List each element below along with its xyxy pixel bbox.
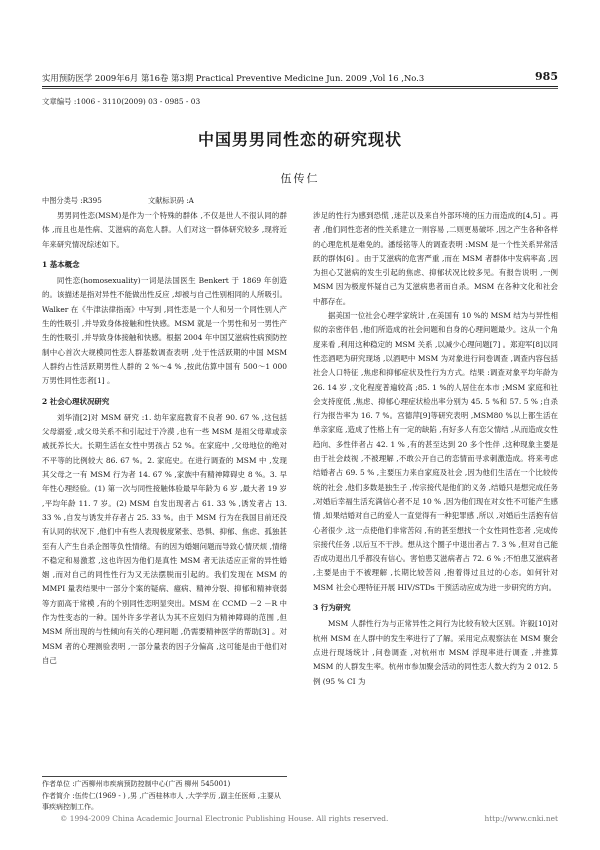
section-heading: 3 行为研究 bbox=[313, 603, 351, 613]
header-rule-thin bbox=[42, 88, 558, 89]
journal-header: 实用预防医学 2009年6月 第16卷 第3期 Practical Preventive Medicine Jun. 2009 ,Vol 16 ,No.3 bbox=[42, 73, 425, 83]
paragraph: 同性恋(homosexuality)一词是法国医生 Benkert 于 1869 年创造的。该描述是指对异性不能做出性反应 ,却被与自己性别相同的人所吸引。Walker 在《牛津法律指南》中写到 ,同性恋是一个人和另一个同性别人产生的性吸引 ,并导致身体接触和性快感。MSM 就是一个男性和另一男性产生的性吸引 ,并导致身体接触和快感。根据 2004 年中国艾滋病性病预防控制中心首次大规模同性恋人群基数调查表明 ,处于性活跃期的中国 MSM 人群约占性活跃期男性人群的 2 %～4 % ,按此估算中国有 500～1 000 万男性同性恋者[1] 。 bbox=[42, 276, 287, 386]
left-column bbox=[42, 209, 287, 668]
author-name: 伍传仁 bbox=[280, 172, 320, 185]
footnote-rule bbox=[42, 776, 287, 777]
footer-url[interactable]: http://www.cnki.net bbox=[484, 814, 558, 823]
footnotes bbox=[42, 779, 287, 814]
paragraph: 据美国一位社会心理学家统计 ,在美国有 10 %的 MSM 结为与异性相似的亲密伴侣 ,他们所造成的社会问题和自身的心理问题最少。这从一个角度来看 ,利用这种稳定的 MSM 关系 ,以减少心理问题[7] 。郑迎军[8]以同性恋酒吧为研究现场 ,以酒吧中 MSM 为对象进行问卷调查 ,调查内容包括社会人口特征 ,焦虑和抑郁症状及性行为方式。结果 :调查对象平均年龄为 26. 14 岁 ,文化程度普遍较高 ;85. 1 %的人居住在本市 ;MSM 家庭和社会支持度低 ,焦虑、抑郁心理症状检出率分别为 45. 5 %和 57. 5 % ;自杀行为报告率为 16. 7 %。宫德萍[9]等研究表明 ,MSM80 %以上都生活在单亲家庭 ,造成了性格上有一定的缺陷 ,有好多人有恋父情结 ,从而造成女性趋向、多性伴者占 42. 1 % ,有的甚至达到 20 多个性伴 ,这种现象主要是由于社会歧视 ,不被理解 ,不敢公开自己的恋情而寻求刺激造成。将来考虑结婚者占 69. 5 % ,主要压力来自家庭及社会 ,因为他们生活在一个比较传统的社会 ,他们多数是独生子 ,传宗接代是他们的义务 ,结婚只是想完成任务 ,对婚后幸福生活充满信心者不足 10 % ,因为他们现在对女性不可能产生感情 ,如果结婚对自己的爱人一直觉得有一种犯罪感 ,所以 ,对婚后生活抱有信心者很少 ,这一点使他们非常苦闷 ,有的甚至想找一个女性同性恋者 ,完成传宗接代任务 ,以后互不干涉。想从这个圈子中退出者占 7. 3 % ,但对自己能否成功退出几乎都没有信心。害怕患艾滋病者占 72. 6 % ;不怕患艾滋病者 ,主要是由于不被理解 ,长期比较苦闷 ,抱着得过且过的心态。如何针对 MSM 社会心理特征开展 HIV/STDs 干预活动应成为进一步研究的方向。 bbox=[313, 311, 558, 592]
right-column bbox=[313, 209, 558, 689]
paragraph: 涉足的性行为感到恐慌 ,迷茫以及来自外部环境的压力而造成的[4,5] 。再者 ,他们同性恋者的性关系建立一则容易 ,二则更易破坏 ,因之产生各种各样的心理危机是难免的。潘绥铭等人的调查表明 :MSM 是一个性关系异常活跃的群体[6] 。由于艾滋病的危害严重 ,而在 MSM 者群体中发病率高 ,因为担心艾滋病的发生引起的焦虑、抑郁状况比较多见。有报告说明 ,一例 MSM 因为极度怀疑自己为艾滋病患者而自杀。MSM 在各种文化和社会中都存在。 bbox=[313, 211, 558, 306]
article-number: 文章编号 :1006 - 3110(2009) 03 - 0985 - 03 bbox=[42, 97, 201, 106]
page-number: 985 bbox=[535, 70, 558, 83]
section-heading: 2 社会心理状况研究 bbox=[42, 396, 110, 406]
clc-number: 中图分类号 :R395 bbox=[42, 196, 102, 205]
footnote-author-bio: 作者简介 :伍传仁(1969 - ) ,男 ,广西桂林市人 ,大学学历 ,副主任医师 ,主要从事疾病控制工作。 bbox=[42, 791, 281, 811]
section-heading: 1 基本概念 bbox=[42, 259, 80, 269]
paper-title: 中国男男同性恋的研究现状 bbox=[197, 130, 402, 149]
paragraph: 男男同性恋(MSM)是作为一个特殊的群体 ,不仅是世人不很认同的群体 ,而且也是性病、艾滋病的高危人群。人们对这一群体研究较多 ,现将近年来研究情况综述如下。 bbox=[42, 211, 287, 249]
footnote-affiliation: 作者单位 :广西柳州市疾病预防控制中心(广西 柳州 545001) bbox=[42, 780, 231, 788]
paragraph: 刘华清[2]对 MSM 研究 :1. 幼年家庭教育不良者 90. 67 % ,这包括父母溺爱 ,或父母关系不和引起过于冷漠 ,也有一些 MSM 是祖父母辈或亲戚抚养长大。长期生活在女性中男孩占 52 %。在家庭中 ,父母地位的绝对不平等的比例较大 86. 67 %。2. 家庭史。在进行调查的 MSM 中 ,发现其父母之一有 MSM 行为者 14. 67 % ,家族中有精神障碍史 8 %。3. 早年性心理经验。(1) 第一次与同性接触体验最早年龄为 6 岁 ,最大者 19 岁 ,平均年龄 11. 7 岁。(2) MSM 自发出现者占 61. 33 % ,诱发者占 13. 33 % ,自发与诱发并存者占 25. 33 %。由于 MSM 行为在我国目前还没有认同的状况下 ,他们中有些人表现极度紧张、恐惧、抑郁、焦虑、孤独甚至有人产生自杀企图等负性情绪。有的因为婚姻问题而导致心情厌烦 ,情绪不稳定和易激惹 ,这也许因为他们是真性 MSM 者无法适应正常的异性婚姻 ,而对自己的同性性行为又无法摆脱而引起的。我们发现在 MSM 的 MMPI 量表结果中一部分个案的疑病、癔病、精神分裂、抑郁和精神衰弱等方面高于常模 ,有的个别同性恋明显突出。MSM 在 CCMD －2 －R 中作为性变态的一种。国外许多学者认为其不应划归为精神障碍的范围 ,但 MSM 所出现的与性倾向有关的心理问题 ,仍需要精神医学的帮助[3] 。对 MSM 者的心理测验表明 ,一部分量表的因子分偏高 ,这可能是由于他们对自己 bbox=[42, 412, 287, 665]
document-code: 文献标识码 :A bbox=[148, 196, 194, 205]
paragraph: MSM 人群性行为与正常异性之间行为比较有较大区别。许毅[10]对杭州 MSM 在人群中的发生率进行了了解。采用定点观察法在 MSM 聚会点进行现场统计 ,问卷调查 ,对杭州市 MSM 浮现率进行调查 ,并推算 MSM 的人群发生率。杭州市参加聚会活动的同性恋人数大约为 2 012. 5 例 (95 % CI 为 bbox=[313, 619, 558, 686]
copyright-notice: © 1994-2009 China Academic Journal Electronic Publishing House. All rights reserved. bbox=[60, 814, 389, 823]
header-rule bbox=[42, 86, 558, 87]
